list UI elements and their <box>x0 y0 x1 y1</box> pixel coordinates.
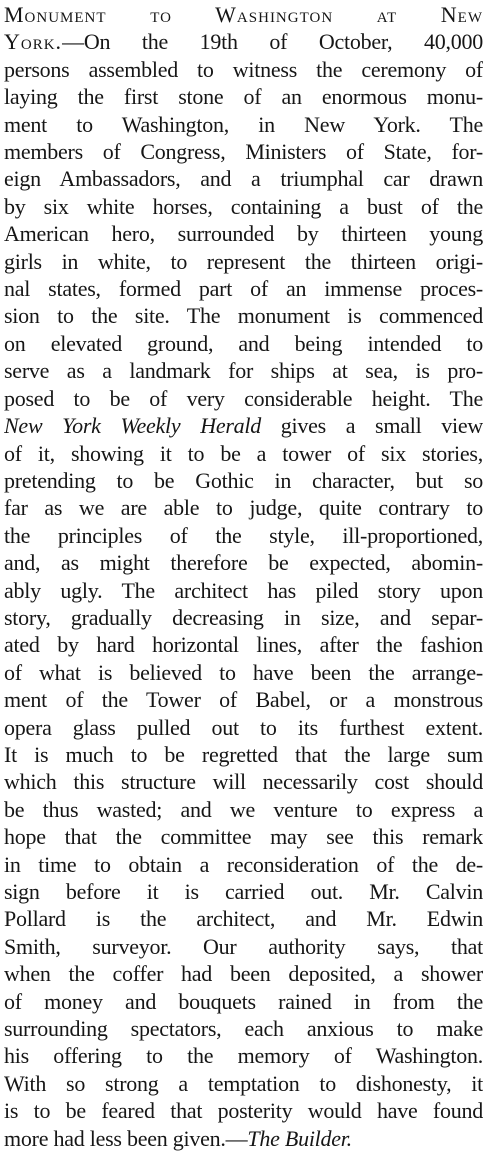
text-line <box>4 56 483 83</box>
line-text: hope that the committee may see this remark <box>4 824 483 850</box>
text-line <box>4 138 483 165</box>
line-text: nal states, formed part of an immense proces- <box>4 276 483 302</box>
text-line <box>4 905 483 932</box>
document-page <box>4 0 483 1151</box>
text-line <box>4 1070 483 1097</box>
line-text: on elevated ground, and being intended to <box>4 330 483 356</box>
line-text: far as we are able to judge, quite contrary to <box>4 495 483 521</box>
text-line <box>4 357 483 384</box>
text-line <box>4 165 483 192</box>
line-text: in time to obtain a reconsideration of the de- <box>4 851 483 877</box>
text-line <box>4 522 483 549</box>
article-title: York. <box>4 29 63 55</box>
text-line <box>4 631 483 658</box>
text-line <box>4 1015 483 1042</box>
text-line <box>4 851 483 878</box>
text-line <box>4 1042 483 1069</box>
line-text: of it, showing it to be a tower of six stories, <box>4 440 483 466</box>
line-text: sign before it is carried out. Mr. Calvin <box>4 879 483 904</box>
text-line <box>4 714 483 741</box>
line-text: opera glass pulled out to its furthest extent. <box>4 714 483 740</box>
line-text: is to be feared that posterity would have found <box>4 1098 483 1124</box>
line-text: With so strong a temptation to dishonesty, it <box>4 1070 483 1096</box>
text-line <box>4 302 483 329</box>
source-credit: The Builder. <box>247 1125 352 1151</box>
line-text: by six white horses, containing a bust of the <box>4 193 483 219</box>
text-line <box>4 330 483 357</box>
text-line <box>4 823 483 850</box>
article-body <box>4 0 483 1151</box>
line-text: ment to Washington, in New York. The <box>4 111 483 137</box>
article-title: Monument to Washington at New <box>4 2 483 27</box>
line-text: laying the first stone of an enormous monu- <box>4 84 483 110</box>
line-text: of money and bouquets rained in from the <box>4 988 483 1014</box>
text-line <box>4 686 483 713</box>
line-text: gives a small view <box>261 413 483 439</box>
text-line <box>4 1097 483 1124</box>
newspaper-title: New York Weekly Herald <box>4 413 262 439</box>
line-text: sion to the site. The monument is commenced <box>4 303 483 329</box>
text-line <box>4 83 483 110</box>
text-line <box>4 1 483 28</box>
line-text: when the coffer had been deposited, a shower <box>4 961 483 987</box>
line-text: story, gradually decreasing in size, and separ- <box>4 604 483 630</box>
text-line <box>4 440 483 467</box>
text-line <box>4 549 483 576</box>
line-text: members of Congress, Ministers of State, for- <box>4 139 483 165</box>
line-text: Pollard is the architect, and Mr. Edwin <box>4 906 483 932</box>
text-line <box>4 988 483 1015</box>
line-text: American hero, surrounded by thirteen young <box>4 221 483 247</box>
text-line <box>4 220 483 247</box>
text-line <box>4 412 483 439</box>
line-text: serve as a landmark for ships at sea, is pro- <box>4 358 483 384</box>
line-text: posed to be of very considerable height. The <box>4 385 483 411</box>
text-line <box>4 878 483 905</box>
text-line <box>4 577 483 604</box>
text-line <box>4 768 483 795</box>
text-line <box>4 28 483 55</box>
line-text: be thus wasted; and we venture to express a <box>4 796 483 822</box>
text-line <box>4 111 483 138</box>
text-line <box>4 275 483 302</box>
line-text: the principles of the style, ill-proportioned, <box>4 522 483 548</box>
text-line <box>4 467 483 494</box>
text-line <box>4 960 483 987</box>
text-line <box>4 494 483 521</box>
text-line <box>4 604 483 631</box>
line-text: pretending to be Gothic in character, but so <box>4 467 483 493</box>
text-line <box>4 659 483 686</box>
text-line <box>4 796 483 823</box>
text-line <box>4 385 483 412</box>
line-text: persons assembled to witness the ceremony of <box>4 56 483 82</box>
line-text: girls in white, to represent the thirteen origi- <box>4 248 483 274</box>
line-text: surrounding spectators, each anxious to make <box>4 1016 483 1042</box>
line-text: —On the 19th of October, 40,000 <box>62 29 483 55</box>
text-line <box>4 1125 483 1151</box>
line-text: It is much to be regretted that the large sum <box>4 741 483 767</box>
line-text: his offering to the memory of Washington. <box>4 1043 483 1069</box>
line-text: which this structure will necessarily cost should <box>4 769 483 795</box>
line-text: ated by hard horizontal lines, after the fashion <box>4 632 483 658</box>
text-line <box>4 741 483 768</box>
text-line <box>4 248 483 275</box>
line-text: of what is believed to have been the arrange- <box>4 659 483 685</box>
line-text: eign Ambassadors, and a triumphal car drawn <box>4 166 483 192</box>
text-line <box>4 193 483 220</box>
line-text: and, as might therefore be expected, abomin- <box>4 550 483 576</box>
line-text: ment of the Tower of Babel, or a monstrous <box>4 687 483 713</box>
line-text: more had less been given.— <box>4 1125 248 1151</box>
line-text: ably ugly. The architect has piled story upon <box>4 577 483 603</box>
text-line <box>4 933 483 960</box>
line-text: Smith, surveyor. Our authority says, that <box>4 933 483 959</box>
